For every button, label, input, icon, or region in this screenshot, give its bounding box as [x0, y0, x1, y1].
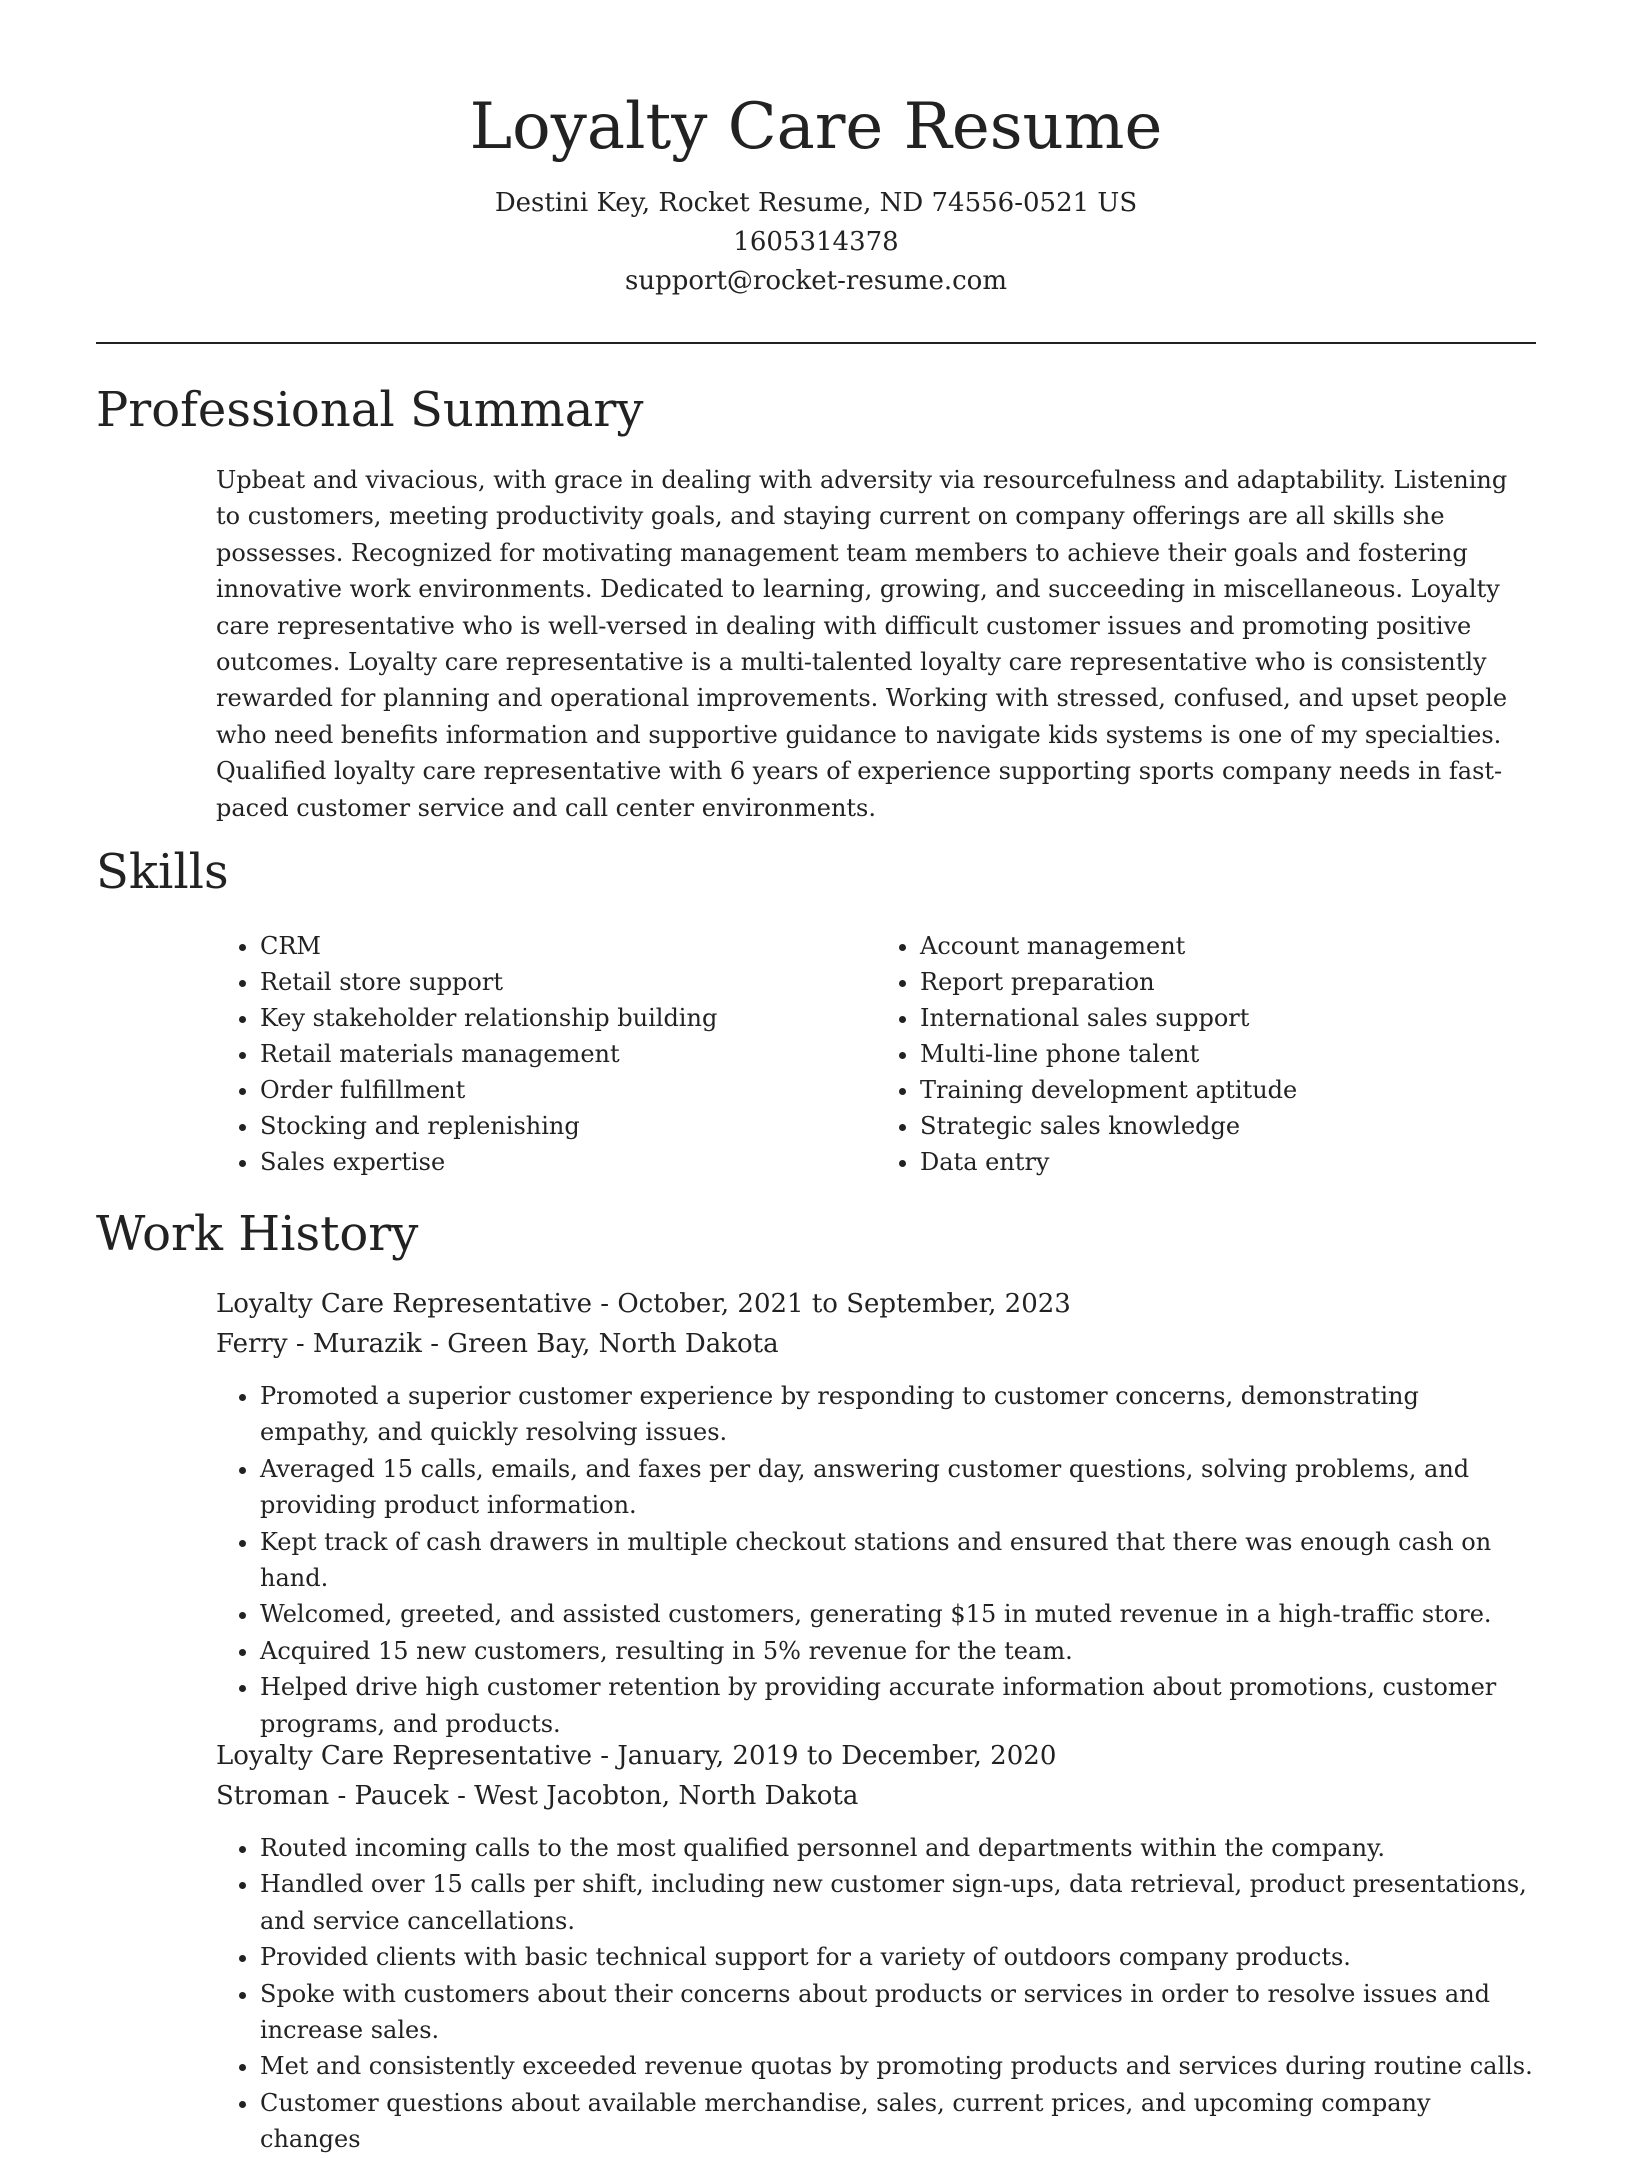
job-bullet: • Provided clients with basic technical support for a variety of outdoors company products.: [260, 1939, 1536, 1975]
skill-item: • Retail materials management: [260, 1036, 876, 1072]
skills-heading: Skills: [96, 844, 229, 900]
header-divider: [96, 342, 1536, 344]
skill-item: • Training development aptitude: [920, 1072, 1536, 1108]
job-bullets: [216, 1378, 1536, 1742]
skill-item: • International sales support: [920, 1000, 1536, 1036]
skills-column-left: [216, 928, 876, 1180]
job-bullet: • Spoke with customers about their concerns about products or services in order to resolve issues and increase sales.: [260, 1976, 1536, 2049]
contact-email: support@rocket-resume.com: [624, 266, 1007, 296]
skill-item: • Strategic sales knowledge: [920, 1108, 1536, 1144]
job-bullet: • Helped drive high customer retention by providing accurate information about promotions, customer programs, and products.: [260, 1669, 1536, 1742]
job-company-line: Ferry - Murazik - Green Bay, North Dakota: [216, 1329, 779, 1359]
work-history-heading: Work History: [96, 1206, 419, 1262]
summary-heading: Professional Summary: [96, 382, 644, 438]
job-company-line: Stroman - Paucek - West Jacobton, North Dakota: [216, 1781, 859, 1811]
skill-item: • Order fulfillment: [260, 1072, 876, 1108]
job-title: Loyalty Care Representative: [216, 1741, 592, 1771]
job-title-line: Loyalty Care Representative - October, 2021 to September, 2023: [216, 1289, 1071, 1319]
job-bullet: • Customer questions about available merchandise, sales, current prices, and upcoming company changes: [260, 2085, 1536, 2158]
skills-column-right: [876, 928, 1536, 1180]
job-bullet: • Kept track of cash drawers in multiple checkout stations and ensured that there was enough cash on hand.: [260, 1524, 1536, 1597]
job-bullet: • Routed incoming calls to the most qualified personnel and departments within the company.: [260, 1830, 1536, 1866]
skill-item: • Data entry: [920, 1144, 1536, 1180]
skill-item: • Account management: [920, 928, 1536, 964]
job-entry: [216, 1736, 1536, 2158]
skill-item: • Report preparation: [920, 964, 1536, 1000]
skill-item: • CRM: [260, 928, 876, 964]
job-bullet: • Welcomed, greeted, and assisted customers, generating $15 in muted revenue in a high-traffic store.: [260, 1596, 1536, 1632]
contact-address: Destini Key, Rocket Resume, ND 74556-0521 US: [494, 188, 1138, 218]
job-bullet: • Acquired 15 new customers, resulting in 5% revenue for the team.: [260, 1633, 1536, 1669]
skill-item: • Multi-line phone talent: [920, 1036, 1536, 1072]
job-bullets: [216, 1830, 1536, 2158]
job-location: West Jacobton, North Dakota: [474, 1781, 859, 1811]
skills-list: [216, 928, 1536, 1180]
job-title-line: Loyalty Care Representative - January, 2019 to December, 2020: [216, 1741, 1057, 1771]
job-dates: January, 2019 to December, 2020: [617, 1741, 1057, 1771]
job-bullet: • Averaged 15 calls, emails, and faxes per day, answering customer questions, solving problems, and providing product information.: [260, 1451, 1536, 1524]
skill-item: • Retail store support: [260, 964, 876, 1000]
job-bullet: • Handled over 15 calls per shift, including new customer sign-ups, data retrieval, product presentations, and service cancellations.: [260, 1866, 1536, 1939]
job-location: Green Bay, North Dakota: [447, 1329, 779, 1359]
resume-header: [0, 0, 1632, 301]
contact-block: [0, 184, 1632, 301]
job-bullet: • Met and consistently exceeded revenue quotas by promoting products and services during routine calls.: [260, 2048, 1536, 2084]
skill-item: • Sales expertise: [260, 1144, 876, 1180]
job-company: Stroman - Paucek: [216, 1781, 449, 1811]
job-entry: [216, 1284, 1536, 1742]
resume-title: Loyalty Care Resume: [469, 90, 1163, 164]
job-bullet: • Promoted a superior customer experience by responding to customer concerns, demonstrating empathy, and quickly resolving issues.: [260, 1378, 1536, 1451]
contact-phone: 1605314378: [733, 227, 899, 257]
summary-text: Upbeat and vivacious, with grace in dealing with adversity via resourcefulness and adaptability. Listening to customers, meeting productivity goals, and staying current on company offerings are all skills she possesses. Recognized for motivating management team members to achieve their goals and fostering innovative work environments. Dedicated to learning, growing, and succeeding in miscellaneous. Loyalty care representative who is well-versed in dealing with difficult customer issues and promoting positive outcomes. Loyalty care representative is a multi-talented loyalty care representative who is consistently rewarded for planning and operational improvements. Working with stressed, confused, and upset people who need benefits information and supportive guidance to navigate kids systems is one of my specialties. Qualified loyalty care representative with 6 years of experience supporting sports company needs in fast-paced customer service and call center environments.: [216, 466, 1508, 822]
job-company: Ferry - Murazik: [216, 1329, 422, 1359]
skill-item: • Key stakeholder relationship building: [260, 1000, 876, 1036]
skill-item: • Stocking and replenishing: [260, 1108, 876, 1144]
job-dates: October, 2021 to September, 2023: [617, 1289, 1071, 1319]
job-title: Loyalty Care Representative: [216, 1289, 592, 1319]
